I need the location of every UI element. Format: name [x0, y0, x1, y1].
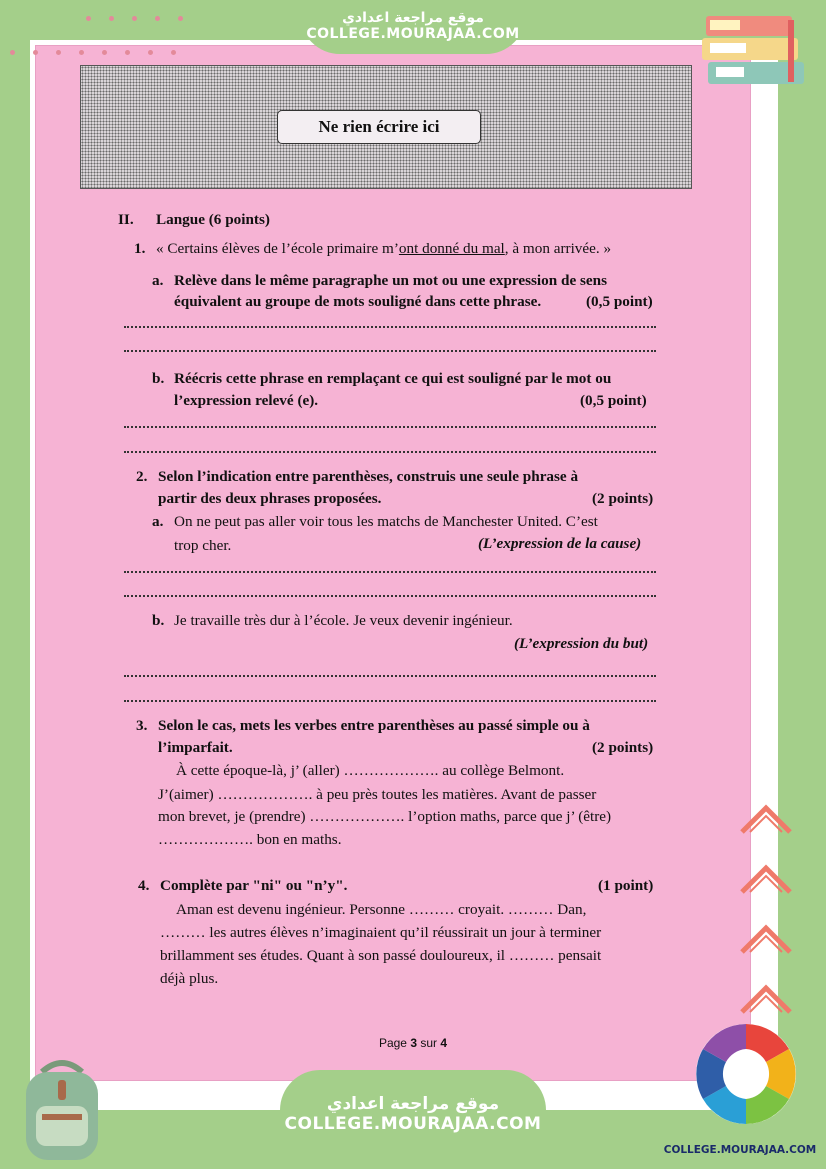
site-banner-bottom[interactable] — [280, 1070, 546, 1169]
q3-text2: J’(aimer) ………………. à peu près toutes les matières. Avant de passer — [158, 786, 597, 803]
page-sep: sur — [420, 1036, 438, 1050]
q4-number: 4. — [138, 877, 150, 894]
q4-text4: déjà plus. — [160, 970, 219, 987]
q1a-line2: équivalent au groupe de mots souligné dans cette phrase. — [174, 293, 542, 310]
q4-points: (1 point) — [598, 877, 654, 894]
q1-quote-underlined: ont donné du mal — [398, 240, 505, 257]
q2a-line2: trop cher. — [174, 537, 232, 554]
q3-line1: Selon le cas, mets les verbes entre parenthèses au passé simple ou à — [158, 717, 590, 734]
q2-points: (2 points) — [592, 490, 654, 507]
site-logo-label[interactable]: COLLEGE.MOURAJAA.COM — [663, 1144, 817, 1156]
q1-number: 1. — [134, 240, 146, 257]
q1b-label: b. — [152, 370, 165, 387]
q4-text2: ……… les autres élèves n’imaginaient qu’il réussirait un jour à terminer — [160, 924, 602, 941]
q3-number: 3. — [136, 717, 148, 734]
backpack-icon — [12, 1054, 112, 1164]
answer-line[interactable] — [124, 571, 656, 573]
q2b-hint: (L’expression du but) — [514, 635, 649, 652]
q1a-points: (0,5 point) — [586, 293, 653, 310]
q3-line2: l’imparfait. — [158, 739, 233, 756]
site-logo-icon — [694, 1022, 798, 1126]
q1-quote-start: « Certains élèves de l’école primaire m’ — [156, 240, 399, 257]
page-current: 3 — [410, 1036, 417, 1050]
answer-line[interactable] — [124, 350, 656, 352]
site-arabic-name-bottom: موقع مراجعة اعدادي — [326, 1094, 500, 1114]
q1-quote-end: , à mon arrivée. » — [504, 240, 612, 257]
chevron-up-icon — [736, 790, 796, 850]
q1a-label: a. — [152, 272, 164, 289]
site-domain-bottom[interactable]: COLLEGE.MOURAJAA.COM — [284, 1114, 542, 1134]
q2b-line1: Je travaille très dur à l’école. Je veux devenir ingénieur. — [174, 612, 513, 629]
site-domain[interactable]: COLLEGE.MOURAJAA.COM — [306, 26, 520, 42]
answer-line[interactable] — [124, 326, 656, 328]
q2a-label: a. — [152, 513, 164, 530]
q4-text3: brillamment ses études. Quant à son passé douloureux, il ……… pensait — [160, 947, 602, 964]
answer-line[interactable] — [124, 451, 656, 453]
do-not-write-label: Ne rien écrire ici — [277, 110, 481, 144]
q2-line2: partir des deux phrases proposées. — [158, 490, 382, 507]
q4-title: Complète par "ni" ou "n’y". — [160, 877, 348, 894]
answer-line[interactable] — [124, 675, 656, 677]
answer-line[interactable] — [124, 426, 656, 428]
page-total: 4 — [440, 1036, 448, 1050]
decorative-dots — [10, 42, 210, 48]
q1b-line2: l’expression relevé (e). — [174, 392, 319, 409]
q1b-points: (0,5 point) — [580, 392, 647, 409]
q4-text1: Aman est devenu ingénieur. Personne ……… croyait. ……… Dan, — [176, 901, 587, 918]
answer-line[interactable] — [124, 595, 656, 597]
chevron-up-icon — [736, 850, 796, 910]
q3-text1: À cette époque-là, j’ (aller) ………………. au collège Belmont. — [176, 762, 565, 779]
q3-text3: mon brevet, je (prendre) ………………. l’option maths, parce que j’ (être) — [158, 808, 612, 825]
do-not-write-area — [80, 65, 692, 189]
section-title: Langue (6 points) — [156, 211, 270, 228]
q2a-hint: (L’expression de la cause) — [478, 535, 642, 552]
decorative-dots-top — [86, 8, 206, 26]
q2-line1: Selon l’indication entre parenthèses, construis une seule phrase à — [158, 468, 579, 485]
q3-points: (2 points) — [592, 739, 654, 756]
q2a-line1: On ne peut pas aller voir tous les matchs de Manchester United. C’est — [174, 513, 598, 530]
section-number: II. — [118, 211, 134, 228]
q3-text4: ………………. bon en maths. — [158, 831, 342, 848]
q2-number: 2. — [136, 468, 148, 485]
answer-line[interactable] — [124, 700, 656, 702]
site-arabic-name: موقع مراجعة اعدادي — [342, 10, 484, 26]
q1-quote — [156, 240, 611, 258]
books-icon — [700, 12, 820, 92]
q1a-line1: Relève dans le même paragraphe un mot ou une expression de sens — [174, 272, 607, 289]
site-banner-top[interactable] — [300, 4, 526, 54]
page-prefix: Page — [378, 1036, 407, 1050]
chevron-up-icon — [736, 910, 796, 970]
q2b-label: b. — [152, 612, 165, 629]
q1b-line1: Réécris cette phrase en remplaçant ce qui est souligné par le mot ou — [174, 370, 612, 387]
chevron-up-icon — [736, 970, 796, 1030]
